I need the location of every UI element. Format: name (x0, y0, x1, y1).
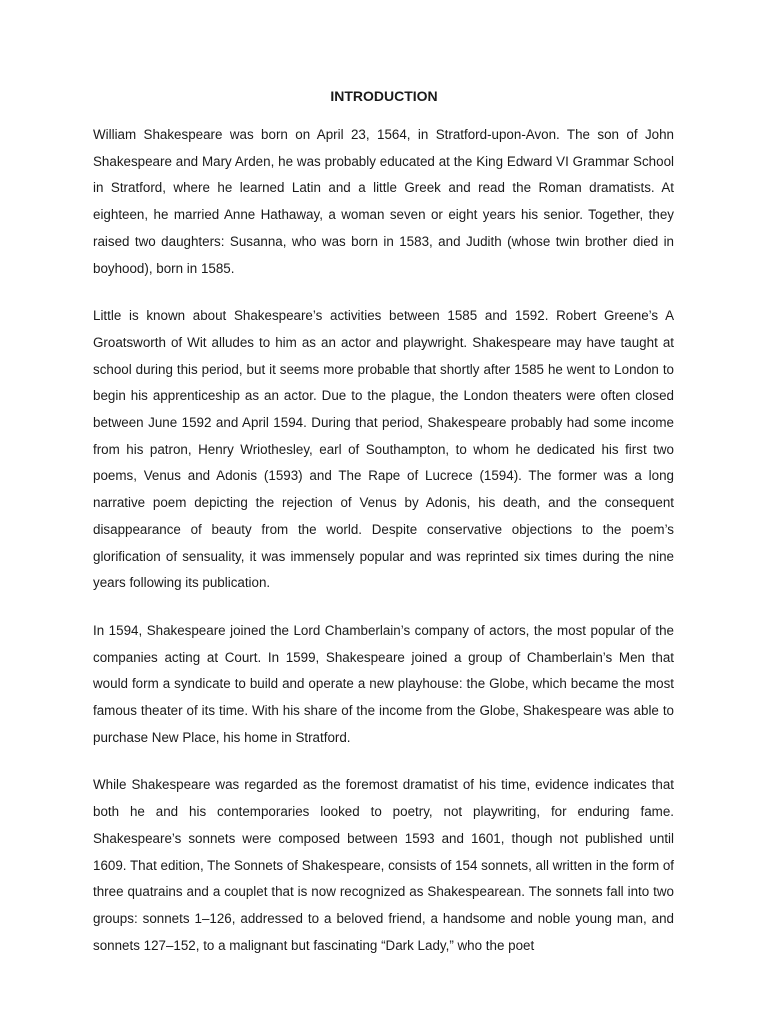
paragraph-2: Little is known about Shakespeare’s activities between 1585 and 1592. Robert Greene’s A Groatsworth of Wit alludes to him as an actor and playwright. Shakespeare may have taught at school during this period, but it seems more probable that shortly after 1585 he went to London to begin his apprenticeship as an actor. Due to the plague, the London theaters were often closed between June 1592 and April 1594. During that period, Shakespeare probably had some income from his patron, Henry Wriothesley, earl of Southampton, to whom he dedicated his first two poems, Venus and Adonis (1593) and The Rape of Lucrece (1594). The former was a long narrative poem depicting the rejection of Venus by Adonis, his death, and the consequent disappearance of beauty from the world. Despite conservative objections to the poem’s glorification of sensuality, it was immensely popular and was reprinted six times during the nine years following its publication. (93, 308, 674, 591)
page-title: INTRODUCTION (330, 88, 438, 104)
body-text (93, 122, 674, 980)
paragraph-3: In 1594, Shakespeare joined the Lord Chamberlain’s company of actors, the most popular of the companies acting at Court. In 1599, Shakespeare joined a group of Chamberlain’s Men that would form a syndicate to build and operate a new playhouse: the Globe, which became the most famous theater of its time. With his share of the income from the Globe, Shakespeare was able to purchase New Place, his home in Stratford. (93, 622, 674, 745)
paragraph-1: William Shakespeare was born on April 23, 1564, in Stratford-upon-Avon. The son of John Shakespeare and Mary Arden, he was probably educated at the King Edward VI Grammar School in Stratford, where he learned Latin and a little Greek and read the Roman dramatists. At eighteen, he married Anne Hathaway, a woman seven or eight years his senior. Together, they raised two daughters: Susanna, who was born in 1583, and Judith (whose twin brother died in boyhood), born in 1585. (93, 127, 674, 276)
paragraph-4: While Shakespeare was regarded as the foremost dramatist of his time, evidence indicates that both he and his contemporaries looked to poetry, not playwriting, for enduring fame. Shakespeare’s sonnets were composed between 1593 and 1601, though not published until 1609. That edition, The Sonnets of Shakespeare, consists of 154 sonnets, all written in the form of three quatrains and a couplet that is now recognized as Shakespearean. The sonnets fall into two groups: sonnets 1–126, addressed to a beloved friend, a handsome and noble young man, and sonnets 127–152, to a malignant but fascinating “Dark Lady,” who the poet (93, 777, 674, 953)
